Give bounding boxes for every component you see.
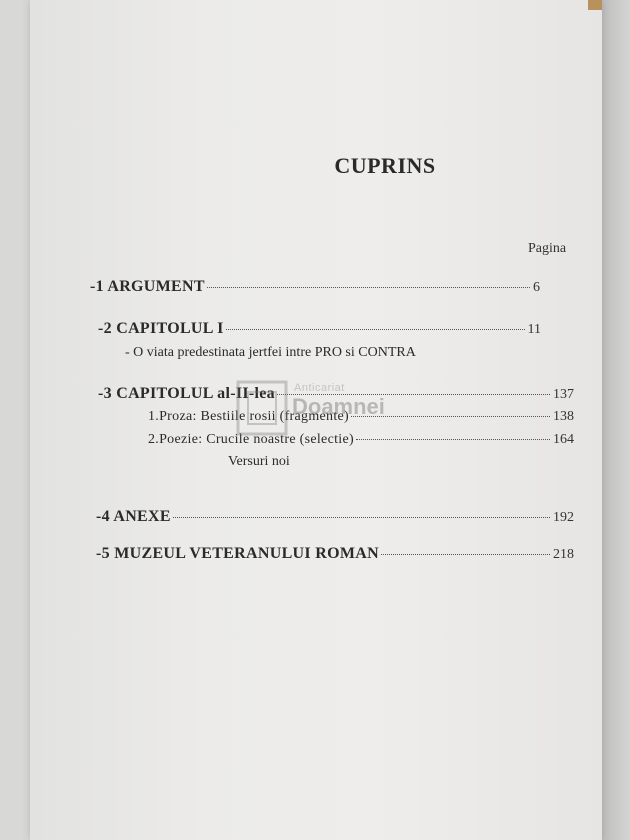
toc-entry-muzeul [96,545,574,563]
toc-subentry-poezie [148,432,574,448]
watermark-text: Anticariat [294,382,345,394]
leader-dots [173,517,550,518]
toc-subentry-viata: - O viata predestinata jertfei intre PRO si CONTRA [125,345,416,360]
toc-entry-argument [90,278,540,296]
toc-entry-page: 11 [527,322,541,337]
toc-entry-capitolul-1 [98,320,541,338]
toc-entry-page: 6 [533,280,540,295]
page-corner [588,0,602,10]
watermark-brand: Doamnei [292,394,385,419]
toc-entry-label: -5 MUZEUL VETERANULUI ROMAN [96,545,379,562]
leader-dots [226,329,525,330]
toc-entry-label: 1.Proza: Bestiile rosii (fragmente) [148,409,349,424]
toc-entry-label: -3 CAPITOLUL al-II-lea [98,385,275,402]
toc-entry-anexe [96,508,574,526]
toc-entry-page: 218 [553,547,574,562]
document-page [30,0,602,840]
page-edge-shadow [600,0,630,840]
toc-subentry-versuri-noi: Versuri noi [228,454,290,469]
toc-subentry-proza [148,409,574,425]
toc-entry-capitolul-2 [98,385,574,403]
column-header-pagina: Pagina [528,241,567,256]
leader-dots [207,287,530,288]
toc-entry-label: 2.Poezie: Crucile noastre (selectie) [148,432,354,447]
toc-entry-page: 192 [553,510,574,525]
toc-entry-page: 138 [553,409,574,424]
leader-dots [356,439,550,440]
leader-dots [381,554,550,555]
toc-entry-label: -1 ARGUMENT [90,278,205,295]
toc-entry-page: 137 [553,387,574,402]
leader-dots [351,416,550,417]
toc-entry-page: 164 [553,432,574,447]
toc-entry-label: -4 ANEXE [96,508,171,525]
toc-title: CUPRINS [334,153,436,178]
leader-dots [277,394,550,395]
toc-entry-label: -2 CAPITOLUL I [98,320,224,337]
